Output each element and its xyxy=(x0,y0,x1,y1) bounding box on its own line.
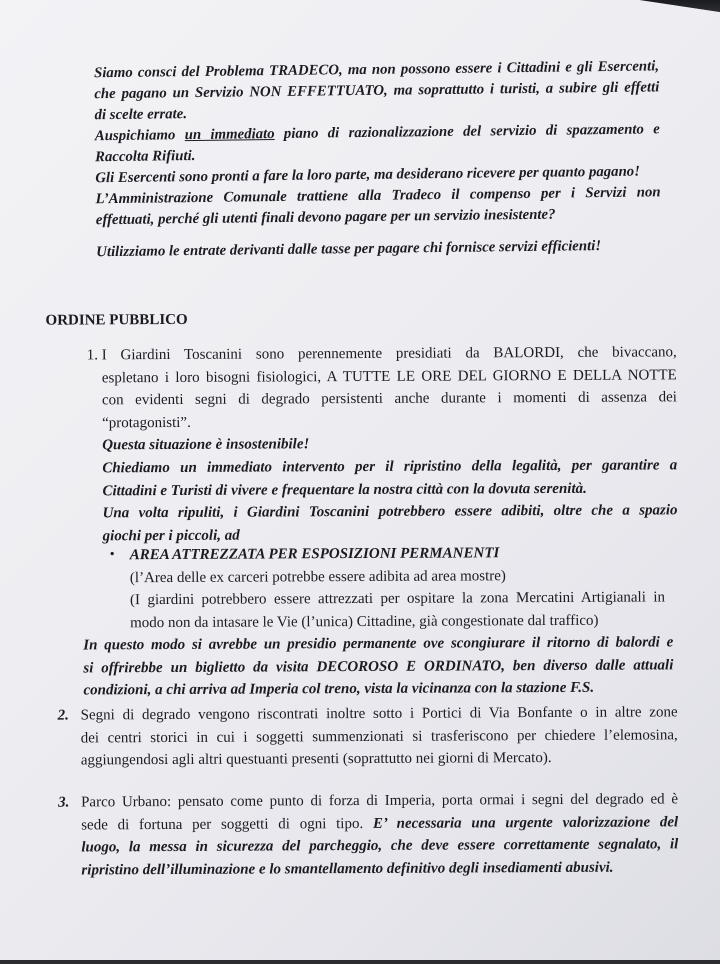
intro-p3-line-2: L’Amministrazione Comunale trattiene alla Tradeco il compenso per i Servizi non xyxy=(95,184,661,208)
item-3-line-2-emph: E’ necessaria una urgente valorizzazione del xyxy=(372,813,679,832)
conclusion-line-3: condizioni, a chi arriva ad Imperia col treno, vista la vicinanza con la stazione F.S. xyxy=(83,679,595,699)
list-item-2 xyxy=(57,701,678,769)
item-2-body xyxy=(81,701,678,772)
bullet-line-2: (I giardini potrebbero essere attrezzati per ospitare la zona Mercatini Artigianali in xyxy=(129,589,666,609)
intro-p3-line-3: effettuati, perché gli utenti finali devono pagare per un servizio inesistente? xyxy=(95,206,556,229)
item-1-emph-line-4: Una volta ripuliti, i Giardini Toscanini potrebbero essere adibiti, oltre che a spazio xyxy=(102,502,678,522)
item-2-line-2: dei centri storici in cui i soggetti summenzionati si trasferiscono per chiedere l’elemosina, xyxy=(80,726,678,746)
item-3-emph-line-1: luogo, la messa in sicurezza del parcheggio, che deve essere correttamente segnalato, il xyxy=(81,836,679,856)
item-1-line-3: con evidenti segni di degrado persistenti anche durante i momenti di assenza dei xyxy=(101,389,677,409)
item-2-line-1: Segni di degrado vengono riscontrati inoltre sotto i Portici di Via Bonfante o in altre zone xyxy=(80,704,678,724)
item-3-body xyxy=(81,788,678,881)
intro-p2-after: piano di razionalizzazione del servizio di spazzamento e xyxy=(274,121,660,143)
intro-p1-line-1: Siamo consci del Problema TRADECO, ma non possono essere i Cittadini e gli Esercenti, xyxy=(93,58,660,82)
bullet-line-3: modo non da intasare le Vie (l’unica) Cittadine, già congestionate dal traffico) xyxy=(130,612,599,631)
item-1-line-4: “protagonisti”. xyxy=(102,414,191,432)
item-1-line-2: espletano i loro bisogni fisiologici, A TUTTE LE ORE DEL GIORNO E DELLA NOTTE xyxy=(101,366,677,386)
section-heading: ORDINE PUBBLICO xyxy=(45,311,188,329)
item-1-emph-line-3: Cittadini e Turisti di vivere e frequentare la nostra città con la dovuta serenità. xyxy=(102,480,587,499)
item-3-line-2 xyxy=(81,811,678,837)
item-2-line-3: aggiungendosi agli altri questuanti presenti (soprattutto nei giorni di Mercato). xyxy=(80,749,552,769)
item-1-line-1: I Giardini Toscanini sono perennemente presidiati da BALORDI, che bivaccano, xyxy=(101,344,677,364)
item-1-body xyxy=(102,341,678,547)
bullet-line-1: (l’Area delle ex carceri potrebbe essere adibita ad area mostre) xyxy=(129,567,506,586)
intro-p1-line-3: di scelte errate. xyxy=(94,106,188,124)
intro-p2-line-2: Raccolta Rifiuti. xyxy=(94,148,196,166)
item-3-line-1: Parco Urbano: pensato come punto di forza di Imperia, porta ormai i segni del degrado ed è xyxy=(81,791,679,811)
conclusion-line-2: si offrirebbe un biglietto da visita DECOROSO E ORDINATO, ben diverso dalle attuali xyxy=(83,656,674,676)
bullet-body xyxy=(130,541,665,634)
intro-p2-underlined: un immediato xyxy=(184,126,275,144)
intro-p4: Utilizziamo le entrate derivanti dalle tasse per pagare chi fornisce servizi efficienti! xyxy=(96,238,602,261)
item-1-emph-line-2: Chiediamo un immediato intervento per il ripristino della legalità, per garantire a xyxy=(102,457,678,477)
intro-p2-before: Auspichiamo xyxy=(94,127,185,145)
item-1-number: 1. xyxy=(86,347,99,364)
item-2-number: 2. xyxy=(57,707,69,724)
conclusion-paragraph xyxy=(83,631,673,702)
bullet-icon: • xyxy=(109,547,115,563)
intro-p1-line-2: che pagano un Servizio NON EFFETTUATO, ma soprattutto i turisti, a subire gli effetti xyxy=(94,79,660,103)
item-3-emph-line-2: ripristino dell’illuminazione e lo smantellamento definitivo degli insediamenti abusivi. xyxy=(81,859,614,878)
intro-p3-line-1: Gli Esercenti sono pronti a fare la loro parte, ma desiderano ricevere per quanto pagano! xyxy=(95,163,641,187)
conclusion-line-1: In questo modo si avrebbe un presidio permanente ove scongiurare il ritorno di balordi e xyxy=(83,634,674,654)
item-3-line-2-plain: sede di fortuna per soggetti di ogni tipo. xyxy=(81,815,374,833)
list-item-1 xyxy=(86,341,678,545)
item-1-emph-line-5: giochi per i piccoli, ad xyxy=(102,527,240,545)
item-3-number: 3. xyxy=(58,794,70,811)
bullet-title: AREA ATTREZZATA PER ESPOSIZIONI PERMANENTI xyxy=(129,545,500,564)
item-1-emph-line-1: Questa situazione è insostenibile! xyxy=(102,436,310,454)
list-item-3 xyxy=(58,788,679,878)
